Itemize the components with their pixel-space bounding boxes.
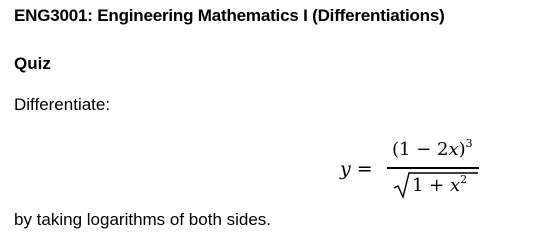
numerator-base: (1 − 2 [392,139,449,160]
radicand [412,175,467,196]
equals-sign: = [356,158,373,180]
course-title: ENG3001: Engineering Mathematics I (Differentiations) [14,6,445,25]
instruction-text: Differentiate: [14,95,111,114]
equation-lhs [340,158,373,180]
fraction-bar [387,167,479,169]
fraction-numerator [392,139,472,160]
lhs-variable: y [340,158,351,180]
radicand-variable: x [449,175,461,196]
closing-text: by taking logarithms of both sides. [14,210,272,229]
equation [340,136,480,200]
fraction-denominator [392,170,478,200]
numerator-close: ) [458,139,466,160]
radicand-exponent: 2 [460,173,468,186]
radicand-prefix: 1 + [412,175,450,196]
section-heading: Quiz [14,54,51,73]
numerator-exponent: 3 [465,137,473,150]
numerator-variable: x [448,139,459,160]
